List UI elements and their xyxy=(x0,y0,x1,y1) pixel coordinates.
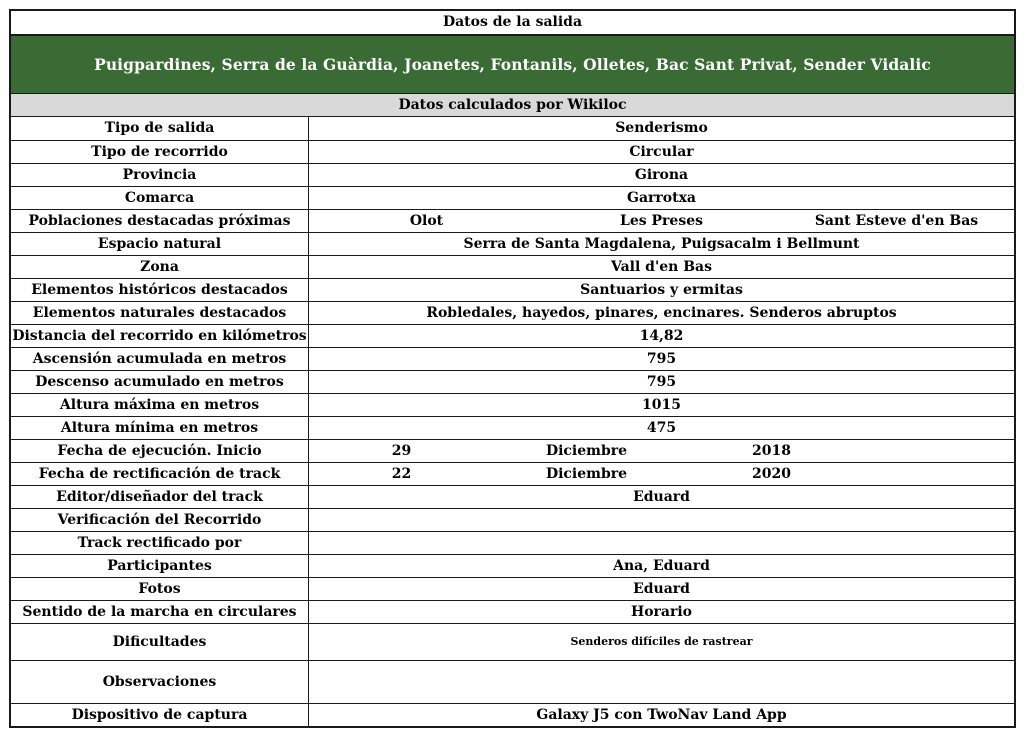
date-year: 2020 xyxy=(752,465,791,482)
row-label: Altura máxima en metros xyxy=(11,393,309,416)
table-row xyxy=(11,462,1014,485)
table-row xyxy=(11,255,1014,278)
row-label: Observaciones xyxy=(11,660,309,703)
table-row xyxy=(11,531,1014,554)
row-label: Dispositivo de captura xyxy=(11,703,309,726)
row-label: Elementos naturales destacados xyxy=(11,301,309,324)
row-value xyxy=(309,531,1015,554)
row-value: Eduard xyxy=(309,485,1015,508)
row-value: 795 xyxy=(309,347,1015,370)
row-label: Verificación del Recorrido xyxy=(11,508,309,531)
row-value: Santuarios y ermitas xyxy=(309,278,1015,301)
row-label: Sentido de la marcha en circulares xyxy=(11,600,309,623)
row-label: Participantes xyxy=(11,554,309,577)
row-value: 1015 xyxy=(309,393,1015,416)
row-value-split xyxy=(309,439,1015,462)
row-label: Espacio natural xyxy=(11,232,309,255)
row-value: Garrotxa xyxy=(309,186,1015,209)
date-year: 2018 xyxy=(752,442,791,459)
row-value xyxy=(309,660,1015,703)
row-label: Tipo de salida xyxy=(11,117,309,140)
row-value: Senderos difíciles de rastrear xyxy=(309,623,1015,660)
row-label: Zona xyxy=(11,255,309,278)
section-subtitle: Datos calculados por Wikiloc xyxy=(11,94,1014,117)
table-row xyxy=(11,232,1014,255)
row-value: Serra de Santa Magdalena, Puigsacalm i Bellmunt xyxy=(309,232,1015,255)
table-row xyxy=(11,485,1014,508)
row-value: Horario xyxy=(309,600,1015,623)
row-value: 14,82 xyxy=(309,324,1015,347)
row-value: Ana, Eduard xyxy=(309,554,1015,577)
date-day: 29 xyxy=(391,442,412,459)
row-label: Fecha de ejecución. Inicio xyxy=(11,439,309,462)
table-row xyxy=(11,439,1014,462)
row-value-split xyxy=(309,209,1015,232)
row-label: Tipo de recorrido xyxy=(11,140,309,163)
route-name-banner: Puigpardines, Serra de la Guàrdia, Joanetes, Fontanils, Olletes, Bac Sant Privat, Sender Vidalic xyxy=(11,36,1014,94)
table-row xyxy=(11,508,1014,531)
row-value xyxy=(309,508,1015,531)
table-row xyxy=(11,301,1014,324)
table-row xyxy=(11,347,1014,370)
row-value: Vall d'en Bas xyxy=(309,255,1015,278)
row-value: 795 xyxy=(309,370,1015,393)
row-label: Distancia del recorrido en kilómetros xyxy=(11,324,309,347)
row-value-split xyxy=(309,462,1015,485)
row-value: 475 xyxy=(309,416,1015,439)
row-label: Editor/diseñador del track xyxy=(11,485,309,508)
date-month: Diciembre xyxy=(545,465,628,482)
table-row xyxy=(11,393,1014,416)
table-row xyxy=(11,140,1014,163)
table-row xyxy=(11,554,1014,577)
data-sheet xyxy=(9,9,1016,728)
table-row xyxy=(11,278,1014,301)
table-row xyxy=(11,623,1014,660)
row-value: Eduard xyxy=(309,577,1015,600)
row-label: Ascensión acumulada en metros xyxy=(11,347,309,370)
date-day: 22 xyxy=(391,465,412,482)
table-row xyxy=(11,324,1014,347)
row-label: Poblaciones destacadas próximas xyxy=(11,209,309,232)
table-row xyxy=(11,416,1014,439)
table-row xyxy=(11,600,1014,623)
table-row xyxy=(11,209,1014,232)
row-label: Elementos históricos destacados xyxy=(11,278,309,301)
table-row xyxy=(11,577,1014,600)
row-value: Girona xyxy=(309,163,1015,186)
row-label: Fotos xyxy=(11,577,309,600)
row-label: Fecha de rectificación de track xyxy=(11,462,309,485)
row-value: Circular xyxy=(309,140,1015,163)
row-label: Comarca xyxy=(11,186,309,209)
row-value: Robledales, hayedos, pinares, encinares. Senderos abruptos xyxy=(309,301,1015,324)
town-olot: Olot xyxy=(409,212,444,229)
table-row xyxy=(11,660,1014,703)
town-les-preses: Les Preses xyxy=(620,212,703,229)
date-month: Diciembre xyxy=(545,442,628,459)
row-value: Senderismo xyxy=(309,117,1015,140)
row-value: Galaxy J5 con TwoNav Land App xyxy=(536,706,787,723)
row-label: Altura mínima en metros xyxy=(11,416,309,439)
row-label: Provincia xyxy=(11,163,309,186)
table-row xyxy=(11,163,1014,186)
table-row xyxy=(11,703,1014,726)
row-label: Track rectificado por xyxy=(11,531,309,554)
sheet-title: Datos de la salida xyxy=(11,11,1014,36)
row-label: Descenso acumulado en metros xyxy=(11,370,309,393)
table-row xyxy=(11,117,1014,140)
data-table xyxy=(11,117,1014,726)
row-label: Dificultades xyxy=(11,623,309,660)
town-sant-esteve: Sant Esteve d'en Bas xyxy=(814,212,979,229)
table-row xyxy=(11,370,1014,393)
table-row xyxy=(11,186,1014,209)
